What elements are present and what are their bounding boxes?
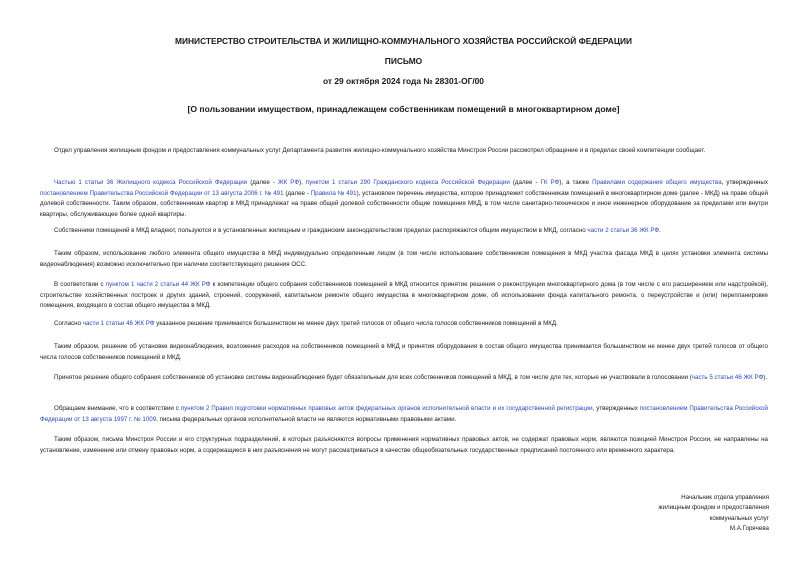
- paragraph-8: [40, 373, 768, 384]
- document-date-number: от 29 октября 2024 года № 28301-ОГ/00: [323, 76, 484, 86]
- link-rules-491[interactable]: Правила № 491: [310, 189, 357, 197]
- paragraph-text: (далее -: [283, 189, 311, 197]
- paragraph-text: ), а также: [559, 179, 593, 186]
- document-type: ПИСЬМО: [384, 56, 423, 66]
- link-zhk-art36-part2[interactable]: части 2 статьи 36 ЖК РФ: [587, 227, 660, 234]
- paragraph-text: к компетенции общего собрания собственников помещений в МКД относится принятие решения о реконструкции многоквартирного дома (в том числе с его расширением или надстройкой), строительстве хозяйственных построек и других зданий, строений, сооружений, капитальном ремонте общего имущества в многоквартирном доме, об использовании фонда капитального ремонта, о переустройстве и (или) перепланировке помещения, входящего в состав общего имущества в МКД.: [40, 281, 769, 310]
- paragraph-9: [40, 404, 768, 425]
- paragraph-text: В соответствии с: [54, 281, 106, 288]
- paragraph-text: ),: [299, 179, 306, 186]
- paragraph-text: Собственники помещений в МКД владеют, пользуются и в установленных жилищным и гражданским законодательством пределах распоряжаются общим имуществом в МКД, согласно: [54, 227, 588, 234]
- signature-block: [658, 493, 769, 535]
- paragraph-text: (далее -: [509, 179, 541, 186]
- link-zhk-art36[interactable]: Частью 1 статьи 36 Жилищного кодекса Российской Федерации: [54, 179, 248, 186]
- paragraph-text: (далее -: [247, 179, 278, 186]
- paragraph-4: [40, 249, 768, 270]
- paragraph-text: ), установлен перечень имущества, которое принадлежит собственникам помещений в многоквартирном доме (далее - МКД) на праве общей долевой собственности. Таким образом, собственникам квартир в МКД принадлежат на праве общей долевой собственности общие помещения МКД, в том числе санитарно-техническое и иное инженерное оборудование за пределами или внутри квартиры, обслуживающее более одной квартиры.: [40, 189, 768, 218]
- link-zhk-art46-part1[interactable]: части 1 статьи 46 ЖК РФ: [82, 320, 155, 327]
- link-resolution-1009[interactable]: постановлением Правительства Российской Федерации от 13 августа 1997 г. № 1009: [40, 405, 768, 423]
- paragraph-2: [40, 178, 768, 220]
- paragraph-6: [40, 319, 768, 330]
- paragraph-5: [40, 280, 768, 312]
- ministry-title: МИНИСТЕРСТВО СТРОИТЕЛЬСТВА И ЖИЛИЩНО-КОММУНАЛЬНОГО ХОЗЯЙСТВА РОССИЙСКОЙ ФЕДЕРАЦИИ: [175, 36, 632, 46]
- paragraph-text: указанное решение принимается большинством не менее двух третей голосов от общего числа голосов собственников помещений в МКД.: [154, 320, 558, 327]
- document-subject: [О пользовании имуществом, принадлежащем собственникам помещений в многоквартирном доме]: [187, 104, 620, 114]
- paragraph-text: .: [659, 227, 661, 234]
- link-gk-rf[interactable]: ГК РФ: [540, 179, 560, 186]
- paragraph-text: , утвержденных: [592, 405, 640, 412]
- paragraph-text: , утвержденных: [721, 179, 768, 186]
- link-resolution-491[interactable]: постановлением Правительства Российской Федерации от 13 августа 2006 г. № 491: [40, 189, 284, 197]
- paragraph-3: [40, 226, 768, 237]
- paragraph-1: [40, 146, 768, 157]
- paragraph-text: ).: [763, 374, 768, 381]
- signature-name: М.А.Горячева: [729, 525, 769, 533]
- link-zhk-art46-part5[interactable]: часть 5 статьи 46 ЖК РФ: [691, 374, 764, 381]
- paragraph-text: , письма федеральных органов исполнительной власти не являются нормативными правовыми актами.: [156, 415, 457, 423]
- paragraph-text: Таким образом, решение об установке видеонаблюдения, возложения расходов на собственников помещений в МКД и принятия оборудования в состав общего имущества принимается большинством не менее двух третей голосов от общего числа голосов собственников помещений в МКД.: [40, 343, 768, 361]
- signature-position-line-2: жилищным фондом и предоставления: [658, 504, 769, 512]
- paragraph-text: Принятое решение общего собрания собственников об установке системы видеонаблюдения будет обязательным для всех собственников помещений в МКД, в том числе для тех, которые не участвовали в голосовании (: [54, 374, 692, 381]
- link-drafting-rules[interactable]: пунктом 2 Правил подготовки нормативных правовых актов федеральных органов исполнительной власти и их государственной регистрации: [180, 405, 593, 412]
- signature-position-line-3: коммунальных услуг: [709, 514, 769, 522]
- link-zhk-art44[interactable]: пунктом 1 части 2 статьи 44 ЖК РФ: [105, 281, 211, 288]
- link-gk-art290[interactable]: пунктом 1 статьи 290 Гражданского кодекса Российской Федерации: [305, 179, 510, 186]
- paragraph-7: [40, 342, 768, 363]
- paragraph-text: Таким образом, письма Минстроя России и его структурных подразделений, в которых разъясняются вопросы применения нормативных правовых актов, не содержат правовых норм, являются позицией Минстроя России, не направлены на установление, изменение или отмену правовых норм, а содержащиеся в них разъяснения не могут рассматриваться в качестве общеобязательных государственных предписаний постоянного или временного характера.: [40, 436, 768, 454]
- paragraph-text: Таким образом, использование любого элемента общего имущества в МКД индивидуально определенным лицом (в том числе использование собственником помещения в МКД участка фасада МКД в целях установки элемента системы видеонаблюдения) возможно исключительно при наличии соответствующего решения ОСС.: [40, 250, 768, 268]
- paragraph-text: Согласно: [54, 320, 83, 327]
- link-zhk-rf[interactable]: ЖК РФ: [277, 179, 300, 186]
- signature-position-line-1: Начальник отдела управления: [681, 494, 769, 501]
- paragraph-text: Обращаем внимание, что в соответствии с: [54, 405, 181, 412]
- link-maintenance-rules[interactable]: Правилами содержания общего имущества: [592, 179, 722, 186]
- paragraph-text: Отдел управления жилищным фондом и предоставления коммунальных услуг Департамента развития жилищно-коммунального хозяйства Минстроя России рассмотрел обращение и в пределах своей компетенции сообщает.: [54, 147, 706, 154]
- paragraph-10: [40, 435, 768, 456]
